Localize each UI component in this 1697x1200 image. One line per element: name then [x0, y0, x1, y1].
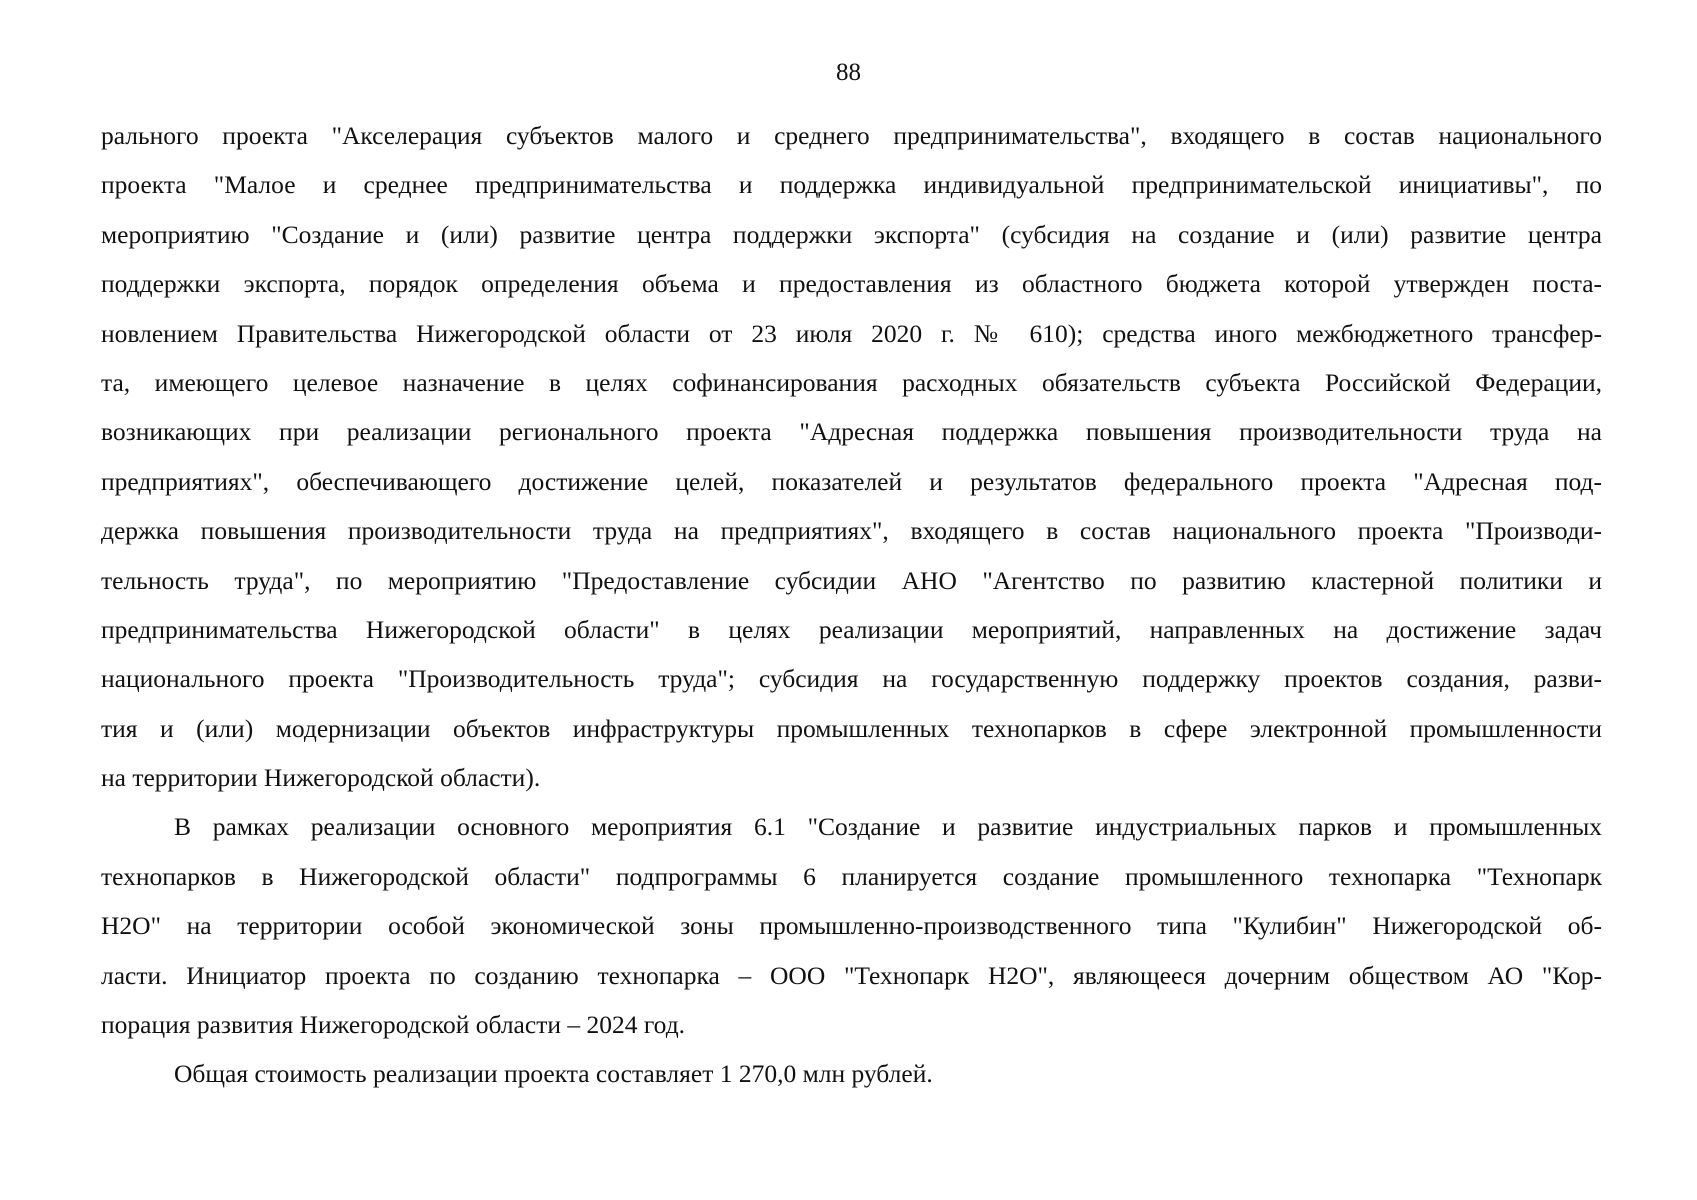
text-line: национального проекта "Производительность труда"; субсидия на государственную поддержку проектов создания, разви-: [101, 664, 1602, 694]
text-line: ласти. Инициатор проекта по созданию технопарка – ООО "Технопарк Н2О", являющееся дочерним обществом АО "Кор-: [101, 960, 1602, 990]
text-line: Н2О" на территории особой экономической зоны промышленно-производственного типа "Кулибин" Нижегородской об-: [101, 911, 1602, 941]
text-line: возникающих при реализации регионального проекта "Адресная поддержка повышения производительности труда на: [101, 417, 1602, 447]
text-line: на территории Нижегородской области).: [101, 763, 541, 793]
text-line: новлением Правительства Нижегородской области от 23 июля 2020 г. № 610); средства иного межбюджетного трансфер-: [101, 318, 1602, 348]
document-body: [101, 111, 1602, 1099]
text-line: технопарков в Нижегородской области" подпрограммы 6 планируется создание промышленного технопарка "Технопарк: [101, 861, 1602, 891]
text-line: поддержки экспорта, порядок определения объема и предоставления из областного бюджета которой утвержден поста-: [101, 269, 1602, 299]
text-line: мероприятию "Создание и (или) развитие центра поддержки экспорта" (субсидия на создание и (или) развитие центра: [101, 219, 1602, 249]
text-line: порация развития Нижегородской области – 2024 год.: [101, 1010, 686, 1040]
text-line: рального проекта "Акселерация субъектов малого и среднего предпринимательства", входящего в состав национального: [101, 121, 1602, 150]
text-line: предпринимательства Нижегородской области" в целях реализации мероприятий, направленных на достижение задач: [101, 614, 1602, 644]
text-line: Общая стоимость реализации проекта составляет 1 270,0 млн рублей.: [174, 1059, 933, 1089]
paragraph: [101, 802, 1602, 1049]
text-line: предприятиях", обеспечивающего достижение целей, показателей и результатов федерального проекта "Адресная под-: [101, 466, 1602, 496]
text-line: проекта "Малое и среднее предпринимательства и поддержка индивидуальной предпринимательской инициативы", по: [101, 170, 1602, 200]
paragraph: [101, 111, 1602, 802]
paragraph: [101, 1049, 1602, 1098]
page-number: 88: [836, 59, 861, 86]
text-line: держка повышения производительности труда на предприятиях", входящего в состав национального проекта "Производи-: [101, 516, 1602, 546]
text-line: тельность труда", по мероприятию "Предоставление субсидии АНО "Агентство по развитию кластерной политики и: [101, 565, 1602, 595]
text-line: та, имеющего целевое назначение в целях софинансирования расходных обязательств субъекта Российской Федерации,: [101, 367, 1602, 397]
text-line: В рамках реализации основного мероприятия 6.1 "Создание и развитие индустриальных парков и промышленных: [174, 812, 1602, 842]
text-line: тия и (или) модернизации объектов инфраструктуры промышленных технопарков в сфере электронной промышленности: [101, 713, 1602, 743]
